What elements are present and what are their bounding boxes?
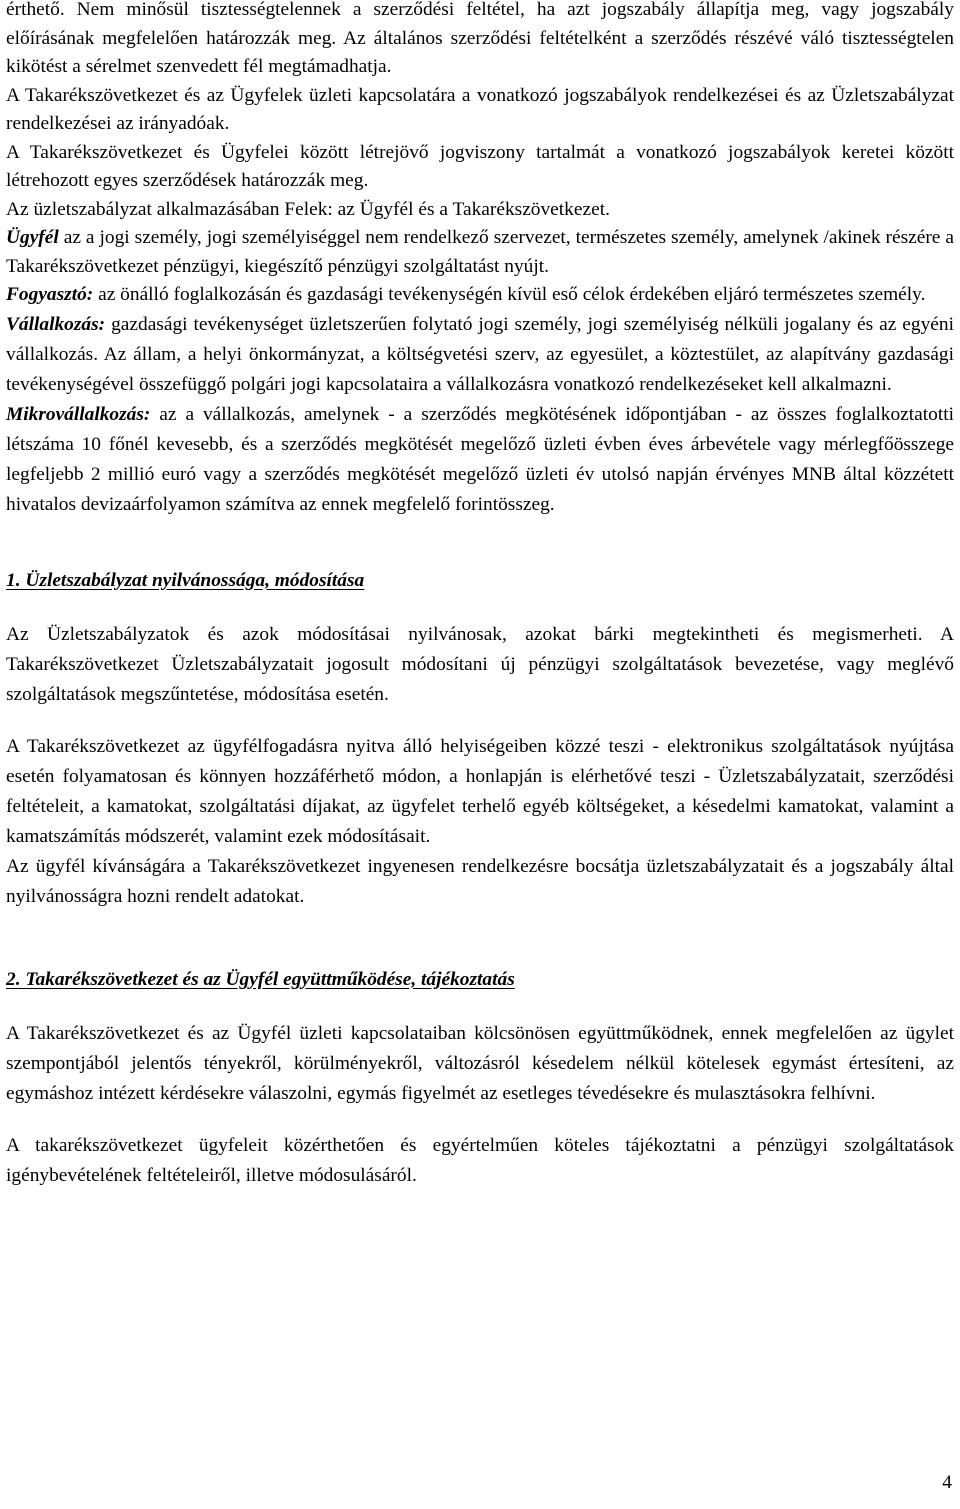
definition-term: Vállalkozás: — [6, 313, 106, 335]
definition-text: gazdasági tevékenységet üzletszerűen folytató jogi személy, jogi személyiség nélküli jogalany és az egyéni vállalkozás. Az állam, a helyi önkormányzat, a költségvetési szerv, az egyesület, a köztestület, az alapítvány gazdasági tevékenységével összefüggő polgári jogi kapcsolataira a vállalkozásra vonatkozó rendelkezéseket kell alkalmazni. — [6, 313, 954, 395]
section-1-paragraph-1: Az Üzletszabályzatok és azok módosításai nyilvánosak, azokat bárki megtekintheti és megismerheti. A Takarékszövetkezet Üzletszabályzatait jogosult módosítani új pénzügyi szolgáltatások bevezetése, vagy meglévő szolgáltatások megszűntetése, módosítása esetén. — [6, 623, 954, 705]
spacer — [6, 1109, 954, 1131]
spacer — [6, 710, 954, 732]
spacer — [6, 912, 954, 965]
definition-text: az a jogi személy, jogi személyiséggel nem rendelkező szervezet, természetes személy, amelynek /akinek részére a Takarékszövetkezet pénzügyi, kiegészítő pénzügyi szolgáltatást nyújt. — [6, 227, 954, 277]
intro-paragraph-1: érthető. Nem minősül tisztességtelennek a szerződési feltétel, ha azt jogszabály állapítja meg, vagy jogszabály előírásának megfelelően határozzák meg. Az általános szerződési feltételként a szerződés részévé váló tisztességtelen kikötést a sérelmet szenvedett fél megtámadhatja. — [6, 0, 954, 77]
definition-term: Mikrovállalkozás: — [6, 403, 151, 425]
definition-mikrovallalkozas — [6, 400, 954, 520]
section-2-paragraph-2: A takarékszövetkezet ügyfeleit közérthetően és egyértelműen köteles tájékoztatni a pénzügyi szolgáltatások igénybevételének feltételeiről, illetve módosulásáról. — [6, 1134, 954, 1186]
section-2-heading: 2. Takarékszövetkezet és az Ügyfél együttműködése, tájékoztatás — [6, 968, 515, 990]
definition-term: Fogyasztó: — [6, 284, 94, 305]
section-2-paragraph-1: A Takarékszövetkezet és az Ügyfél üzleti kapcsolataiban kölcsönösen együttműködnek, ennek megfelelően az ügylet szempontjából jelentős tényekről, körülményekről, változásról késedelem nélkül kötelesek egymást értesíteni, az egymáshoz intézett kérdésekre válaszolni, egymás figyelmét az esetleges tévedésekre és mulasztásokra felhívni. — [6, 1022, 954, 1104]
spacer — [6, 995, 954, 1019]
definition-text: az önálló foglalkozásán és gazdasági tevékenységén kívül eső célok érdekében eljáró természetes személy. — [93, 284, 926, 305]
spacer — [6, 520, 954, 566]
definition-vallalkozas — [6, 310, 954, 400]
intro-paragraph-3: A Takarékszövetkezet és Ügyfelei között létrejövő jogviszony tartalmát a vonatkozó jogszabályok keretei között létrehozott egyes szerződések határozzák meg. — [6, 141, 954, 191]
definition-ugyfel — [6, 224, 954, 281]
definition-fogyaszto — [6, 281, 954, 310]
intro-paragraph-4: Az üzletszabályzat alkalmazásában Felek: az Ügyfél és a Takarékszövetkezet. — [6, 198, 610, 220]
section-1-paragraph-2: A Takarékszövetkezet az ügyfélfogadásra nyitva álló helyiségeiben közzé teszi - elektronikus szolgáltatások nyújtása esetén folyamatosan és könnyen hozzáférhető módon, a honlapján is elérhetővé teszi - Üzletszabályzatait, szerződési feltételeit, a kamatokat, szolgáltatási díjakat, az ügyfelet terhelő egyéb költségeket, a késedelmi kamatokat, valamint a kamatszámítás módszerét, valamint ezek módosításait. — [6, 735, 954, 847]
definition-term: Ügyfél — [6, 227, 59, 248]
intro-paragraph-2: A Takarékszövetkezet és az Ügyfelek üzleti kapcsolatára a vonatkozó jogszabályok rendelkezései és az Üzletszabályzat rendelkezései az irányadóak. — [6, 84, 954, 134]
page-number: 4 — [942, 1472, 952, 1493]
definition-text: az a vállalkozás, amelynek - a szerződés megkötésének időpontjában - az összes foglalkoztatotti létszáma 10 főnél kevesebb, és a szerződés megkötését megelőző üzleti évben éves árbevétele vagy mérlegfőösszege legfeljebb 2 millió euró vagy a szerződés megkötését megelőző üzleti év utolsó napján érvényes MNB által közzétett hivatalos devizaárfolyamon számítva az ennek megfelelő forintösszeg. — [6, 403, 954, 515]
section-1-paragraph-3: Az ügyfél kívánságára a Takarékszövetkezet ingyenesen rendelkezésre bocsátja üzletszabályzatait és a jogszabály által nyilvánosságra hozni rendelt adatokat. — [6, 855, 954, 907]
section-1-heading: 1. Üzletszabályzat nyilvánossága, módosítása — [6, 569, 365, 591]
document-page — [6, 0, 954, 1191]
spacer — [6, 596, 954, 620]
